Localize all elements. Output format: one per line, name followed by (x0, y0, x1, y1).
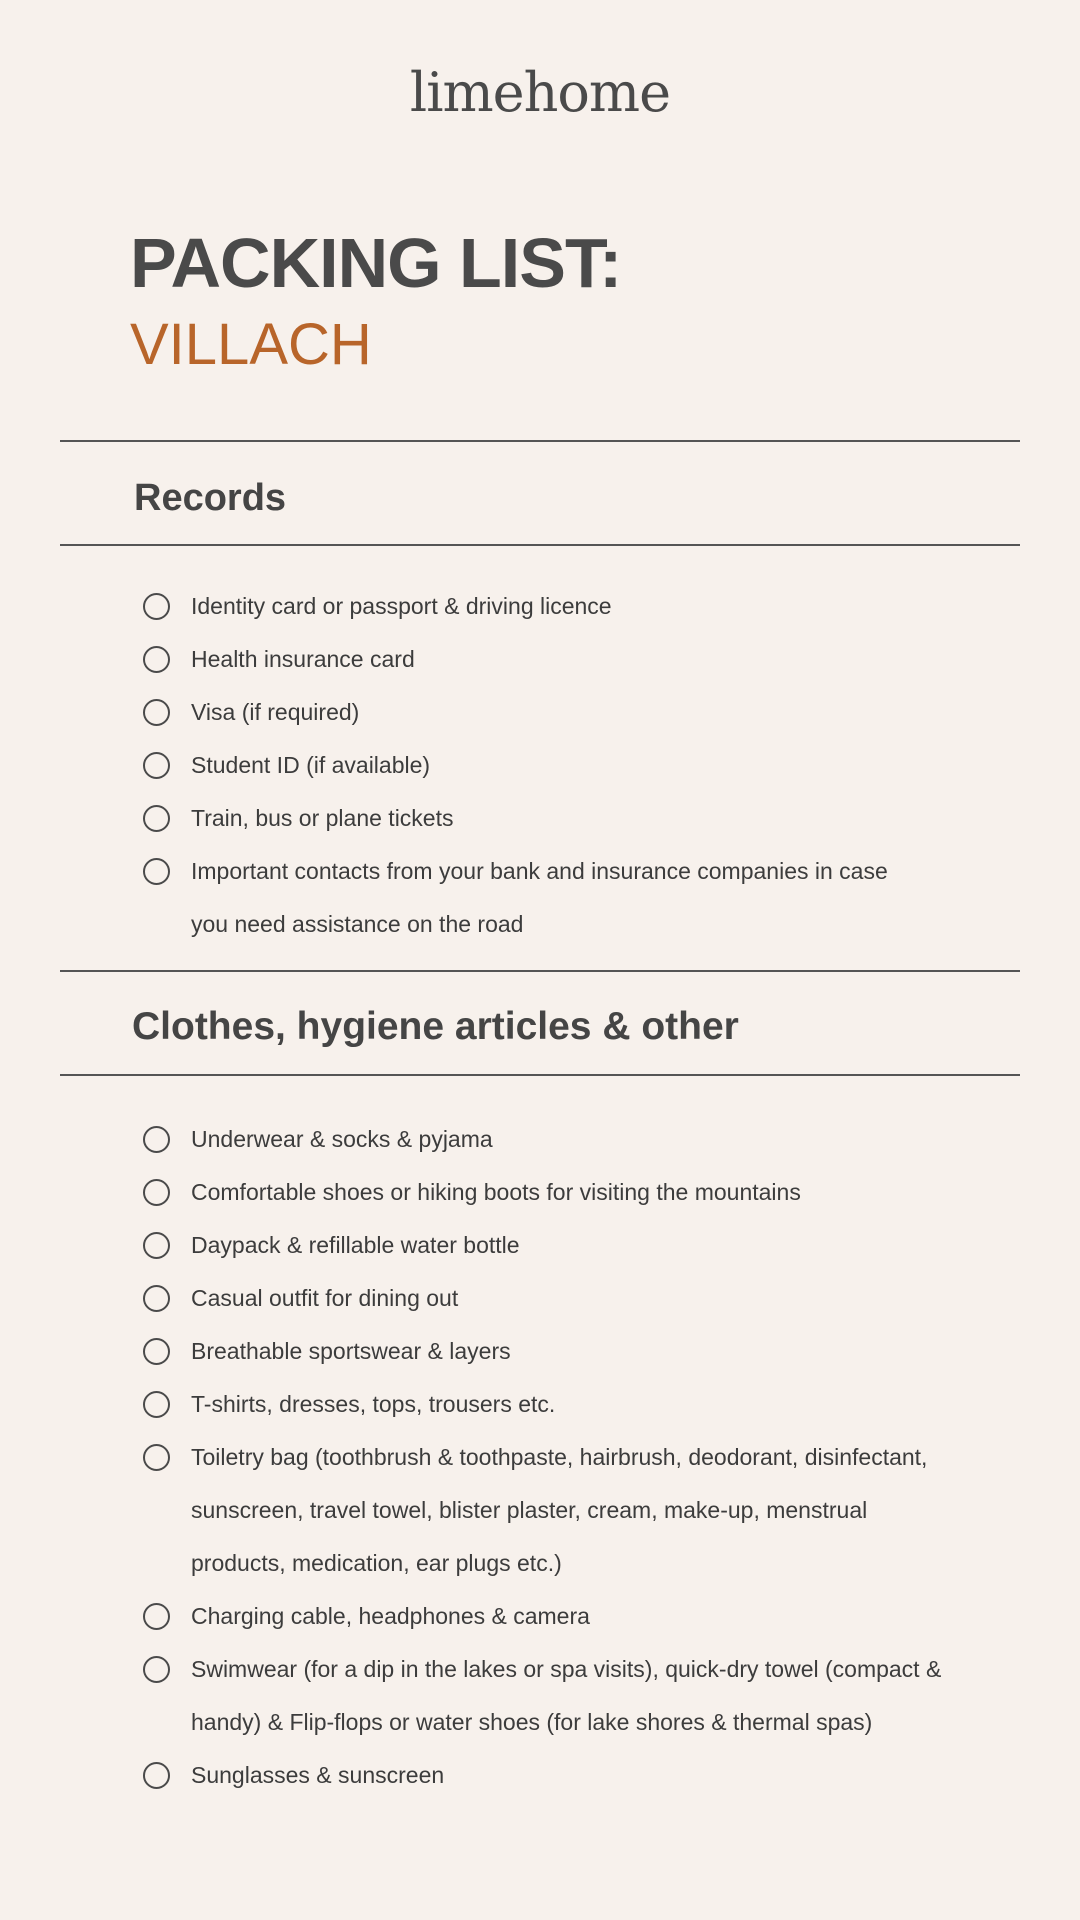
checklist-item-text: Health insurance card (191, 646, 415, 672)
checklist-item-text: Charging cable, headphones & camera (191, 1603, 590, 1629)
clothes-checklist (143, 1113, 1001, 1802)
checklist-item[interactable] (143, 1749, 1001, 1802)
checklist-item-text: Visa (if required) (191, 699, 360, 725)
checkbox-circle-icon[interactable] (143, 752, 170, 779)
checklist-item-text: Daypack & refillable water bottle (191, 1232, 520, 1258)
checklist-item[interactable] (143, 1113, 1001, 1166)
checkbox-circle-icon[interactable] (143, 1762, 170, 1789)
checklist-item[interactable] (143, 1325, 1001, 1378)
page-subtitle: VILLACH (130, 312, 372, 377)
checklist-item[interactable] (143, 580, 1001, 633)
checklist-item[interactable] (143, 792, 1001, 845)
checklist-item-text: Comfortable shoes or hiking boots for visiting the mountains (191, 1179, 801, 1205)
checkbox-circle-icon[interactable] (143, 593, 170, 620)
checklist-item-text: Student ID (if available) (191, 752, 431, 778)
checkbox-circle-icon[interactable] (143, 1179, 170, 1206)
checklist-item-text: Swimwear (for a dip in the lakes or spa visits), quick-dry towel (compact & handy) & Flip-flops or water shoes (for lake shores & thermal spas) (191, 1656, 942, 1735)
divider-records (60, 544, 1020, 546)
checkbox-circle-icon[interactable] (143, 805, 170, 832)
checklist-item-text: T-shirts, dresses, tops, trousers etc. (191, 1391, 556, 1417)
checklist-item[interactable] (143, 633, 1001, 686)
checklist-item[interactable] (143, 1643, 1001, 1749)
checkbox-circle-icon[interactable] (143, 1232, 170, 1259)
section-heading-records: Records (134, 477, 287, 519)
checkbox-circle-icon[interactable] (143, 1656, 170, 1683)
checklist-item-text: Train, bus or plane tickets (191, 805, 454, 831)
checkbox-circle-icon[interactable] (143, 1285, 170, 1312)
section-heading-clothes: Clothes, hygiene articles & other (132, 1005, 739, 1048)
divider-top (60, 440, 1020, 442)
checklist-item[interactable] (143, 1272, 1001, 1325)
checkbox-circle-icon[interactable] (143, 1126, 170, 1153)
checkbox-circle-icon[interactable] (143, 858, 170, 885)
checkbox-circle-icon[interactable] (143, 1338, 170, 1365)
page-title: PACKING LIST: (130, 224, 622, 302)
checklist-item[interactable] (143, 686, 1001, 739)
checkbox-circle-icon[interactable] (143, 646, 170, 673)
checklist-item[interactable] (143, 1378, 1001, 1431)
checklist-item[interactable] (143, 1590, 1001, 1643)
divider-clothes-top (60, 970, 1020, 972)
checklist-item-text: Casual outfit for dining out (191, 1285, 459, 1311)
checklist-item-text: Sunglasses & sunscreen (191, 1762, 445, 1788)
checklist-item-text: Breathable sportswear & layers (191, 1338, 511, 1364)
checklist-item[interactable] (143, 1166, 1001, 1219)
checklist-item-text: Important contacts from your bank and insurance companies in case you need assistance on the road (191, 858, 888, 937)
records-checklist (143, 580, 1001, 951)
checkbox-circle-icon[interactable] (143, 1391, 170, 1418)
checkbox-circle-icon[interactable] (143, 1603, 170, 1630)
divider-clothes (60, 1074, 1020, 1076)
checkbox-circle-icon[interactable] (143, 699, 170, 726)
limehome-logo: limehome (409, 61, 671, 124)
checkbox-circle-icon[interactable] (143, 1444, 170, 1471)
checklist-item[interactable] (143, 1431, 1001, 1590)
checklist-item-text: Identity card or passport & driving licence (191, 593, 612, 619)
checklist-item[interactable] (143, 1219, 1001, 1272)
checklist-item[interactable] (143, 739, 1001, 792)
checklist-item-text: Toiletry bag (toothbrush & toothpaste, hairbrush, deodorant, disinfectant, sunscreen, travel towel, blister plaster, cream, make-up, menstrual products, medication, ear plugs etc.) (191, 1444, 928, 1576)
checklist-item[interactable] (143, 845, 1001, 951)
checklist-item-text: Underwear & socks & pyjama (191, 1126, 493, 1152)
